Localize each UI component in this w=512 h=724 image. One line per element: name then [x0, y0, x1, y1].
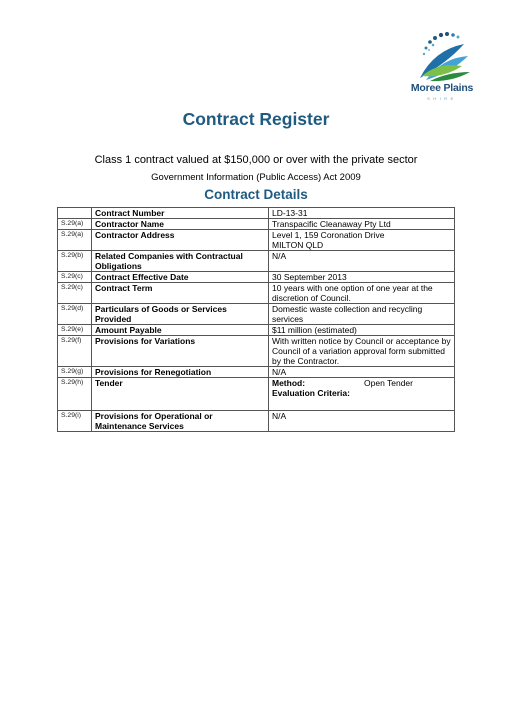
- table-row: [58, 251, 455, 272]
- table-row: [58, 208, 455, 219]
- address-line-2: MILTON QLD: [272, 240, 324, 250]
- row-label: Amount Payable: [92, 325, 269, 336]
- act-text: Government Information (Public Access) Act 2009: [151, 172, 361, 183]
- row-label: Contractor Address: [92, 230, 269, 251]
- table-row: [58, 230, 455, 251]
- tender-method-label: Method:: [272, 378, 306, 388]
- page-title: Contract Register: [182, 109, 330, 129]
- row-value: 10 years with one option of one year at the discretion of Council.: [269, 283, 455, 304]
- row-label: Provisions for Renegotiation: [92, 367, 269, 378]
- row-value: 30 September 2013: [269, 272, 455, 283]
- row-label: Provisions for Operational or Maintenance Services: [92, 411, 269, 432]
- section-ref: S.29(h): [58, 378, 92, 411]
- row-value: [269, 230, 455, 251]
- address-line-1: Level 1, 159 Coronation Drive: [272, 230, 385, 240]
- table-row: [58, 411, 455, 432]
- row-value: N/A: [269, 411, 455, 432]
- section-ref: S.29(c): [58, 272, 92, 283]
- row-value: Domestic waste collection and recycling services: [269, 304, 455, 325]
- row-label: Contract Number: [92, 208, 269, 219]
- row-value: $11 million (estimated): [269, 325, 455, 336]
- row-label: Related Companies with Contractual Obligations: [92, 251, 269, 272]
- section-ref: [58, 208, 92, 219]
- row-label: Particulars of Goods or Services Provided: [92, 304, 269, 325]
- row-label: Contract Effective Date: [92, 272, 269, 283]
- table-row: [58, 272, 455, 283]
- row-value: N/A: [269, 367, 455, 378]
- row-label: Tender: [92, 378, 269, 411]
- section-ref: S.29(g): [58, 367, 92, 378]
- logo-mark-icon: [404, 28, 480, 84]
- row-label: Provisions for Variations: [92, 336, 269, 367]
- section-ref: S.29(f): [58, 336, 92, 367]
- table-row: [58, 325, 455, 336]
- tender-method-value: Open Tender: [364, 378, 413, 388]
- row-value: [269, 378, 455, 411]
- row-label: Contract Term: [92, 283, 269, 304]
- moree-plains-logo: [404, 28, 480, 108]
- section-ref: S.29(i): [58, 411, 92, 432]
- section-heading: Contract Details: [204, 187, 308, 202]
- table-row: [58, 336, 455, 367]
- section-ref: S.29(a): [58, 230, 92, 251]
- contract-class-text: Class 1 contract valued at $150,000 or over with the private sector: [94, 154, 418, 166]
- row-value: N/A: [269, 251, 455, 272]
- section-ref: S.29(d): [58, 304, 92, 325]
- row-value: LD-13-31: [269, 208, 455, 219]
- section-ref: S.29(a): [58, 219, 92, 230]
- row-value: With written notice by Council or acceptance by Council of a variation approval form submitted by the Contractor.: [269, 336, 455, 367]
- logo-name: Moree Plains: [410, 82, 474, 94]
- section-ref: S.29(b): [58, 251, 92, 272]
- row-value: Transpacific Cleanaway Pty Ltd: [269, 219, 455, 230]
- contract-details-table: [57, 207, 455, 432]
- evaluation-criteria-label: Evaluation Criteria:: [272, 388, 350, 398]
- section-ref: S.29(e): [58, 325, 92, 336]
- logo-subtitle: SHIRE: [427, 96, 457, 101]
- table-row: [58, 304, 455, 325]
- table-row: [58, 283, 455, 304]
- section-ref: S.29(c): [58, 283, 92, 304]
- table-row: [58, 378, 455, 411]
- table-row: [58, 219, 455, 230]
- row-label: Contractor Name: [92, 219, 269, 230]
- table-row: [58, 367, 455, 378]
